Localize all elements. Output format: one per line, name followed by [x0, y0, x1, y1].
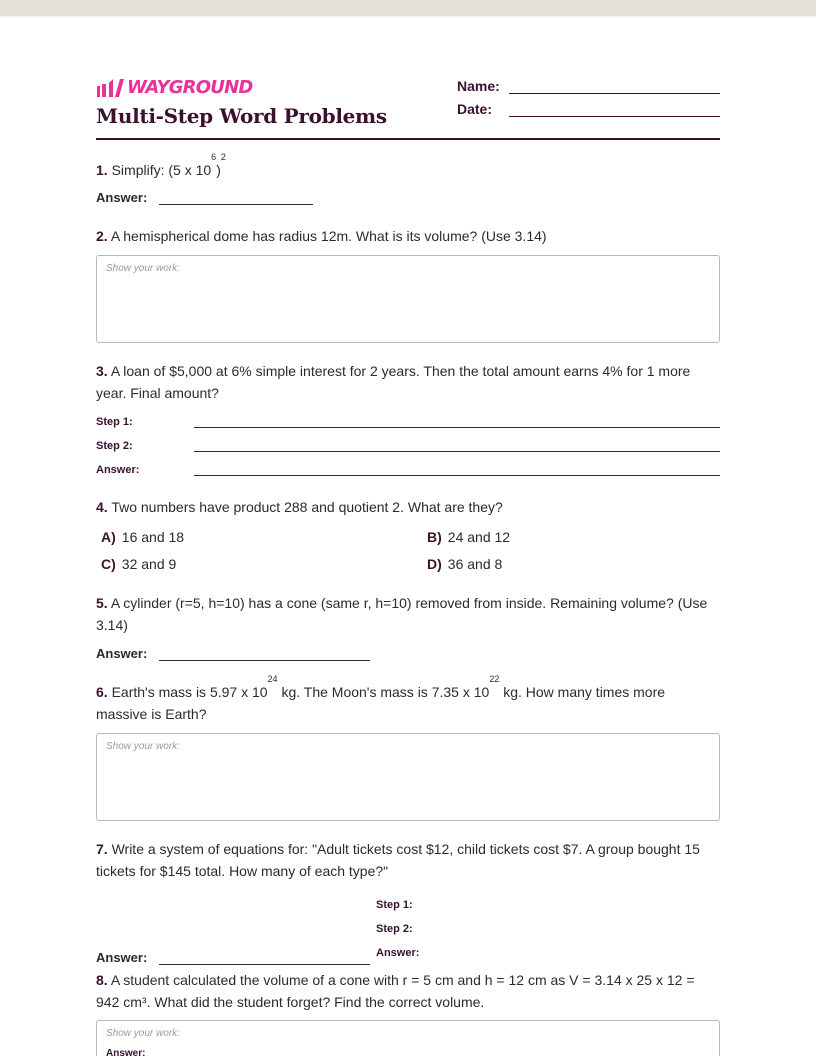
- question-6: [96, 674, 720, 725]
- page-top-bar: [0, 0, 816, 16]
- question-text: Two numbers have product 288 and quotient 2. What are they?: [111, 499, 503, 515]
- option-text: 24 and 12: [447, 529, 511, 545]
- exponent: 24: [267, 674, 278, 684]
- step-2-line[interactable]: [194, 440, 720, 452]
- option-b[interactable]: [427, 529, 510, 545]
- answer-row-1[interactable]: [96, 190, 313, 205]
- question-text: A hemispherical dome has radius 12m. What is its volume? (Use 3.14): [110, 228, 547, 244]
- answer-label: Answer:: [96, 646, 148, 661]
- step-1-label: Step 1:: [96, 416, 133, 428]
- exponent: 22: [489, 674, 500, 684]
- answer-row-5[interactable]: [96, 646, 370, 661]
- question-number: 3.: [96, 363, 108, 379]
- name-label: Name:: [457, 78, 500, 94]
- work-placeholder: Show your work:: [106, 741, 180, 752]
- question-text: Simplify: (5 x 10: [111, 162, 212, 178]
- question-number: 8.: [96, 972, 108, 988]
- name-field[interactable]: [457, 78, 720, 94]
- exponent: 6: [211, 152, 217, 162]
- work-placeholder: Show your work:: [106, 263, 180, 274]
- question-number: 1.: [96, 162, 108, 178]
- question-5: [96, 592, 720, 636]
- logo-wordmark: WAYGROUND: [127, 77, 253, 98]
- option-text: 16 and 18: [121, 529, 185, 545]
- wayground-logo-icon: [96, 78, 124, 98]
- answer-label: Answer:: [376, 947, 420, 959]
- question-7: [96, 838, 720, 882]
- work-placeholder: Show your work:: [106, 1028, 180, 1039]
- question-2: [96, 225, 720, 247]
- page-title: Multi-Step Word Problems: [96, 104, 387, 128]
- question-text: A student calculated the volume of a cone with r = 5 cm and h = 12 cm as V = 3.14 x 25 x 12 = 942 cm³. What did the student forget? Find the correct volume.: [96, 972, 695, 1010]
- question-text: A cylinder (r=5, h=10) has a cone (same r, h=10) removed from inside. Remaining volume? (Use 3.14): [96, 595, 708, 633]
- question-text: kg. The Moon's mass is 7.35 x 10: [277, 684, 490, 700]
- step-2-label: Step 2:: [376, 923, 413, 935]
- option-letter: C): [101, 556, 116, 572]
- option-text: 32 and 9: [121, 556, 177, 572]
- work-box-2[interactable]: [96, 255, 720, 343]
- question-4: [96, 496, 720, 518]
- step-1-row[interactable]: [96, 416, 720, 428]
- option-letter: D): [427, 556, 442, 572]
- header-divider: [96, 138, 720, 140]
- step-1-line[interactable]: [194, 416, 720, 428]
- answer-label: Answer:: [106, 1048, 146, 1056]
- work-box-6[interactable]: [96, 733, 720, 821]
- question-text: A loan of $5,000 at 6% simple interest for 2 years. Then the total amount earns 4% for 1 more year. Final amount?: [96, 363, 691, 401]
- question-number: 5.: [96, 595, 108, 611]
- brand-logo: [96, 78, 252, 98]
- question-1: [96, 152, 720, 181]
- exponent: 2: [220, 152, 226, 162]
- answer-line[interactable]: [159, 951, 370, 965]
- option-letter: B): [427, 529, 442, 545]
- name-line[interactable]: [509, 80, 720, 94]
- option-letter: A): [101, 529, 116, 545]
- question-number: 2.: [96, 228, 108, 244]
- step-answer-row[interactable]: [96, 464, 720, 476]
- answer-line[interactable]: [159, 191, 313, 205]
- question-3: [96, 360, 720, 404]
- work-box-8[interactable]: [96, 1020, 720, 1056]
- question-text: Earth's mass is 5.97 x 10: [111, 684, 268, 700]
- question-8: [96, 969, 720, 1013]
- answer-label: Answer:: [96, 190, 148, 205]
- question-number: 7.: [96, 841, 108, 857]
- answer-row-7[interactable]: [96, 950, 370, 965]
- step-2-row[interactable]: [96, 440, 720, 452]
- question-text: Write a system of equations for: "Adult tickets cost $12, child tickets cost $7. A group bought 15 tickets for $145 total. How many of each type?": [96, 841, 700, 879]
- answer-line[interactable]: [194, 464, 720, 476]
- answer-label: Answer:: [96, 950, 148, 965]
- date-label: Date:: [457, 101, 493, 117]
- option-text: 36 and 8: [447, 556, 503, 572]
- option-a[interactable]: [101, 529, 184, 545]
- step-2-label: Step 2:: [96, 440, 133, 452]
- option-c[interactable]: [101, 556, 176, 572]
- date-line[interactable]: [509, 103, 720, 117]
- date-field[interactable]: [457, 101, 720, 117]
- question-number: 4.: [96, 499, 108, 515]
- question-text: kg. How many times more massive is Earth?: [96, 684, 666, 722]
- answer-label: Answer:: [96, 464, 140, 476]
- answer-line[interactable]: [159, 647, 370, 661]
- question-number: 6.: [96, 684, 108, 700]
- question-text: ): [216, 162, 221, 178]
- step-1-label: Step 1:: [376, 899, 413, 911]
- option-d[interactable]: [427, 556, 502, 572]
